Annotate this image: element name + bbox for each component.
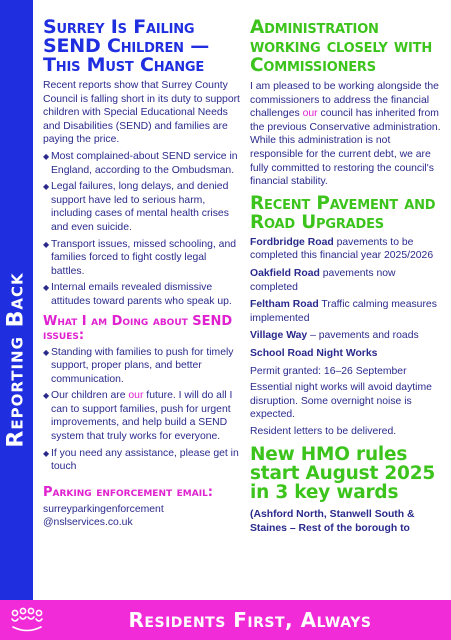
- send-intro: Recent reports show that Surrey County Council is falling short in its duty to support children with Special Educational Needs and Disabilities (SEND) and families are paying the price.: [43, 80, 240, 146]
- sidebar-label: Reporting Back: [3, 272, 29, 448]
- night-works-text: Essential night works will avoid daytime disruption. Some overnight noise is expected.: [250, 382, 432, 421]
- diamond-bullet-icon: ◆: [43, 283, 50, 293]
- roads-heading: Recent Pavement and Road Upgrades: [250, 192, 436, 233]
- left-column: [43, 18, 240, 530]
- roads-list: [250, 236, 442, 361]
- list-item: School Road Night Works: [250, 347, 378, 359]
- list-item: Feltham Road Traffic calming measures implemented: [250, 299, 437, 324]
- list-item: ◆ If you need any assistance, please get in touch: [43, 447, 239, 473]
- people-logo-icon: [10, 607, 44, 633]
- right-column: [250, 18, 442, 536]
- list-item: Fordbridge Road pavements to be completed this financial year 2025/2026: [250, 236, 434, 262]
- list-item: ◆ Most complained-about SEND service in England, according to the Ombudsman.: [43, 150, 238, 176]
- permit-text: Permit granted: 16–26 September: [250, 365, 407, 377]
- diamond-bullet-icon: ◆: [43, 391, 50, 401]
- diamond-bullet-icon: ◆: [43, 347, 50, 357]
- diamond-bullet-icon: ◆: [43, 182, 50, 192]
- list-item: ◆ Standing with families to push for timely support, proper plans, and better communication.: [43, 346, 234, 385]
- parking-email[interactable]: surreyparkingenforcement @nslservices.co.uk: [43, 503, 164, 529]
- sidebar-banner: [0, 0, 33, 600]
- admin-heading: Administration working closely with Commissioners: [250, 17, 432, 76]
- list-item: ◆ Legal failures, long delays, and denied support have led to serious harm, including cases of mental health crises and even suicide.: [43, 181, 229, 233]
- admin-text: I am pleased to be working alongside the commissioners to address the financial challenges our council has inherited from the previous Conservative administration. While this administration is not responsible for the current debt, we are fully committed to restoring the council's financial stability.: [250, 81, 441, 188]
- list-item: ◆ Our children are our future. I will do all I can to support families, push for urgent improvements, and help build a SEND system that truly works for everyone.: [43, 390, 233, 443]
- parking-heading: Parking enforcement email:: [43, 484, 214, 500]
- doing-bullet-list: [43, 346, 240, 474]
- diamond-bullet-icon: ◆: [43, 239, 50, 249]
- hmo-heading: New HMO rules start August 2025 in 3 key wards: [250, 444, 436, 504]
- list-item: ◆ Internal emails revealed dismissive attitudes toward parents who speak up.: [43, 282, 232, 307]
- list-item: ◆ Transport issues, missed schooling, and families forced to fight costly legal battles.: [43, 238, 237, 277]
- letters-text: Resident letters to be delivered.: [250, 425, 397, 437]
- list-item: Oakfield Road pavements now completed: [250, 267, 396, 293]
- send-bullet-list: [43, 150, 240, 309]
- footer-banner: [0, 600, 451, 640]
- send-heading: Surrey Is Failing SEND Children — This Must Change: [43, 16, 210, 76]
- doing-heading: What I am Doing about SEND issues:: [43, 313, 233, 343]
- diamond-bullet-icon: ◆: [43, 151, 50, 161]
- diamond-bullet-icon: ◆: [43, 448, 50, 458]
- footer-slogan: Residents First, Always: [128, 608, 372, 632]
- list-item: Village Way – pavements and roads: [250, 330, 419, 342]
- hmo-wards: (Ashford North, Stanwell South & Staines – Rest of the borough to: [250, 509, 415, 535]
